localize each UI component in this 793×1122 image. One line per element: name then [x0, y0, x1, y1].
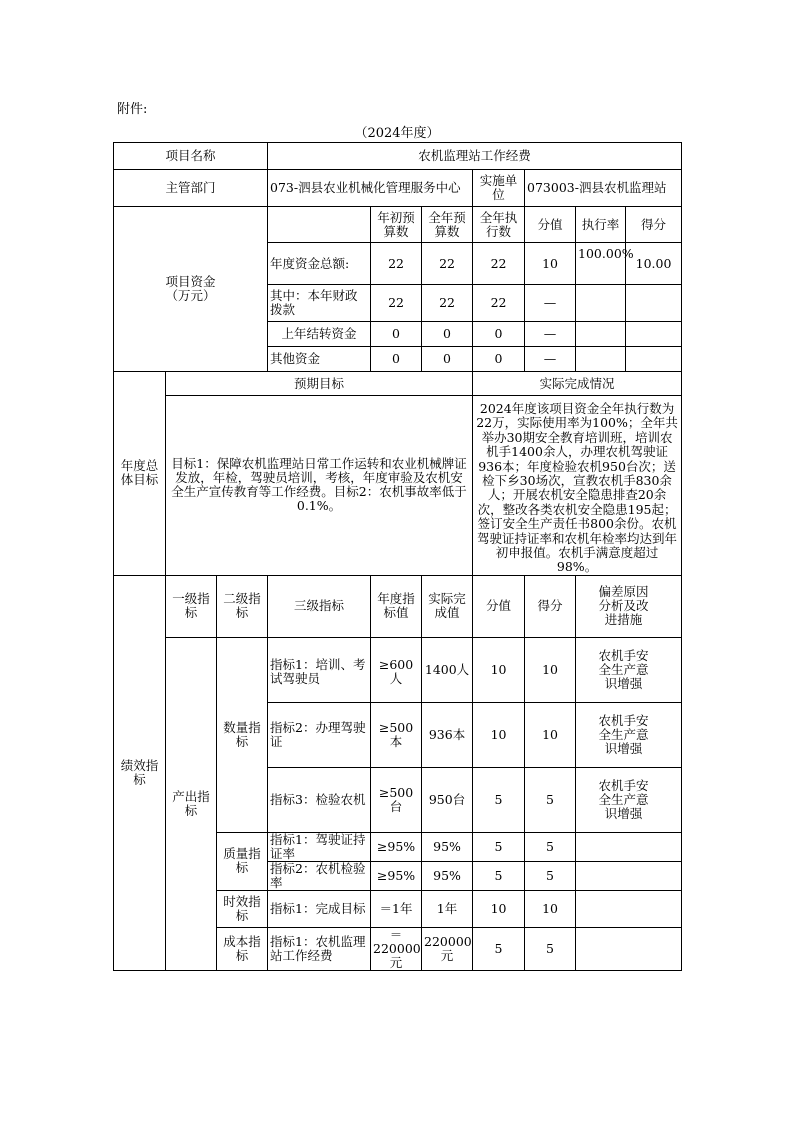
indicator-score: 10: [525, 890, 576, 927]
funds-cell: [626, 322, 682, 347]
indicator-actual: 95%: [422, 861, 473, 890]
actual-result-text: 2024年度该项目资金全年执行数为22万，实际使用率为100%；全年共举办30期安全教育培训班，培训农机手1400余人，办理农机驾驶证936本；年度检验农机950台次；送检下乡30场次，宣教农机手830余人；开展农机安全隐患排查20余次，整改各类农机安全隐患195起；签订安全生产责任书800余份。农机驾驶证持证率和农机年检率均达到年初申报值。农机手满意度超过98%。: [473, 396, 682, 576]
funds-cell: 22: [422, 243, 473, 285]
cost-label: 成本指标: [217, 927, 268, 970]
indicator-score: 5: [525, 767, 576, 832]
expected-goal-header: 预期目标: [166, 372, 473, 396]
indicator-name: 指标1：驾驶证持证率: [268, 832, 371, 861]
indicator-dev: 农机手安全生产意识增强: [576, 637, 682, 702]
indicator-name: 指标2：农机检验率: [268, 861, 371, 890]
indicator-name: 指标1：完成目标: [268, 890, 371, 927]
funds-row-label: 其中：本年财政拨款: [268, 285, 371, 322]
funds-cell: 0: [422, 347, 473, 372]
indicator-score-val: 5: [473, 927, 525, 970]
funds-cell: 10: [525, 243, 576, 285]
indicator-score-val: 5: [473, 861, 525, 890]
expected-goal-text: 目标1：保障农机监理站日常工作运转和农业机械牌证发放，年检，驾驶员培训，考核，年度审验及农机安全生产宣传教育等工作经费。目标2：农机事故率低于0.1%。: [166, 396, 473, 576]
funds-label: 项目资金 （万元）: [114, 207, 268, 372]
impl-unit-label: 实施单位: [473, 170, 525, 207]
indicator-dev: 农机手安全生产意识增强: [576, 767, 682, 832]
lvl3-header: 三级指标: [268, 575, 371, 637]
funds-cell: 10.00: [626, 243, 682, 285]
indicator-dev: [576, 861, 682, 890]
indicator-dev: [576, 832, 682, 861]
funds-cell: 0: [422, 322, 473, 347]
funds-cell: [576, 347, 626, 372]
indicator-name: 指标3：检验农机: [268, 767, 371, 832]
indicator-target: ≥500本: [371, 702, 422, 767]
indicator-score-val: 10: [473, 890, 525, 927]
score-header: 得分: [525, 575, 576, 637]
funds-cell: [626, 285, 682, 322]
lvl2-header: 二级指标: [217, 575, 268, 637]
indicator-name: 指标1：培训、考试驾驶员: [268, 637, 371, 702]
funds-cell: 22: [473, 243, 525, 285]
indicator-actual: 1400人: [422, 637, 473, 702]
funds-header-blank: [268, 207, 371, 243]
funds-cell: —: [525, 285, 576, 322]
funds-cell: 0: [473, 347, 525, 372]
indicator-dev: 农机手安全生产意识增强: [576, 702, 682, 767]
funds-cell: 100.00%: [576, 243, 626, 285]
indicator-score: 5: [525, 861, 576, 890]
funds-header: 分值: [525, 207, 576, 243]
funds-header: 全年预算数: [422, 207, 473, 243]
funds-cell: 0: [371, 322, 422, 347]
indicator-target: ＝220000元: [371, 927, 422, 970]
dept-label: 主管部门: [114, 170, 268, 207]
indicator-actual: 95%: [422, 832, 473, 861]
indicator-actual: 1年: [422, 890, 473, 927]
funds-cell: 22: [473, 285, 525, 322]
indicator-target: ＝1年: [371, 890, 422, 927]
actual-header: 实际完成值: [422, 575, 473, 637]
funds-cell: [576, 285, 626, 322]
funds-cell: —: [525, 347, 576, 372]
indicator-actual: 220000元: [422, 927, 473, 970]
indicator-name: 指标1：农机监理站工作经费: [268, 927, 371, 970]
funds-cell: —: [525, 322, 576, 347]
funds-row-label: 年度资金总额:: [268, 243, 371, 285]
lvl1-header: 一级指标: [166, 575, 217, 637]
indicator-score-val: 5: [473, 767, 525, 832]
indicator-target: ≥95%: [371, 861, 422, 890]
timeliness-label: 时效指标: [217, 890, 268, 927]
indicator-score: 5: [525, 832, 576, 861]
indicator-target: ≥500台: [371, 767, 422, 832]
funds-cell: 22: [422, 285, 473, 322]
funds-header: 年初预算数: [371, 207, 422, 243]
funds-cell: 22: [371, 243, 422, 285]
indicator-dev: [576, 890, 682, 927]
dev-header: 偏差原因分析及改进措施: [576, 575, 682, 637]
funds-cell: 0: [473, 322, 525, 347]
funds-cell: 22: [371, 285, 422, 322]
project-name-label: 项目名称: [114, 143, 268, 170]
funds-header: 执行率: [576, 207, 626, 243]
indicator-name: 指标2：办理驾驶证: [268, 702, 371, 767]
indicator-actual: 936本: [422, 702, 473, 767]
dept-value: 073-泗县农业机械化管理服务中心: [268, 170, 473, 207]
project-name-value: 农机监理站工作经费: [268, 143, 682, 170]
indicator-score-val: 10: [473, 702, 525, 767]
indicator-dev: [576, 927, 682, 970]
funds-header: 全年执行数: [473, 207, 525, 243]
indicator-target: ≥95%: [371, 832, 422, 861]
perf-label: 绩效指标: [114, 575, 166, 970]
year-label: （2024年度）: [354, 126, 440, 141]
annual-goal-label: 年度总体目标: [114, 372, 166, 576]
funds-cell: [626, 347, 682, 372]
indicator-score-val: 5: [473, 832, 525, 861]
quality-label: 质量指标: [217, 832, 268, 890]
quantity-label: 数量指标: [217, 637, 268, 832]
indicator-score: 5: [525, 927, 576, 970]
actual-result-header: 实际完成情况: [473, 372, 682, 396]
score-val-header: 分值: [473, 575, 525, 637]
funds-cell: [576, 322, 626, 347]
funds-row-label: 上年结转资金: [268, 322, 371, 347]
funds-row-label: 其他资金: [268, 347, 371, 372]
funds-header: 得分: [626, 207, 682, 243]
target-header: 年度指标值: [371, 575, 422, 637]
funds-cell: 0: [371, 347, 422, 372]
indicator-score: 10: [525, 637, 576, 702]
indicator-score-val: 10: [473, 637, 525, 702]
impl-unit-value: 073003-泗县农机监理站: [525, 170, 682, 207]
attachment-label: 附件:: [117, 102, 148, 117]
indicator-score: 10: [525, 702, 576, 767]
indicator-actual: 950台: [422, 767, 473, 832]
indicator-target: ≥600人: [371, 637, 422, 702]
performance-table: [113, 142, 682, 971]
output-label: 产出指标: [166, 637, 217, 970]
